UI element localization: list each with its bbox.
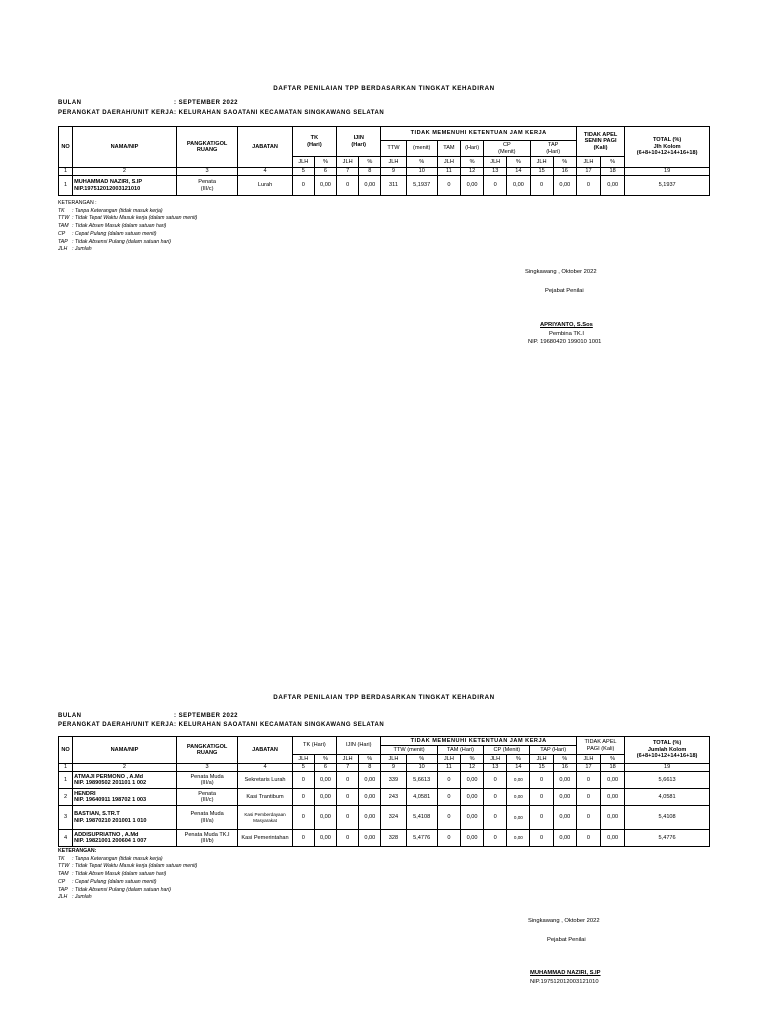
col-number: 13 <box>484 168 507 176</box>
col-number: 14 <box>507 764 530 772</box>
row-value: 0,00 <box>507 806 530 830</box>
col-number: 16 <box>553 168 576 176</box>
doc1-h-apel: TIDAK APEL SENIN PAGI (Kali) <box>576 127 624 157</box>
row-total: 5,1937 <box>625 176 710 196</box>
col-number: 4 <box>238 764 292 772</box>
row-value: 0,00 <box>553 830 576 847</box>
legend-item: TAP : Tidak Absensi Pulang (dalam satuan hari) <box>58 886 171 893</box>
row-value: 0 <box>484 830 507 847</box>
col-number: 13 <box>484 764 507 772</box>
row-total: 4,0581 <box>625 789 710 806</box>
row-value: 0,00 <box>553 806 576 830</box>
row-value: 0,00 <box>359 176 381 196</box>
doc1-h-tidak-memenuhi: TIDAK MEMENUHI KETENTUAN JAM KERJA <box>381 127 576 141</box>
col-number: 5 <box>292 168 314 176</box>
row-value: 0,00 <box>507 789 530 806</box>
row-value: 0,00 <box>359 830 381 847</box>
row-value: 0 <box>337 772 359 789</box>
doc2-bulan-label: BULAN <box>58 713 82 719</box>
row-value: 0 <box>530 772 553 789</box>
doc1-signer-title: Pejabat Penilai <box>545 288 584 294</box>
doc2-h-jlh: JLH <box>576 755 600 764</box>
row-value: 0 <box>337 830 359 847</box>
doc1-h-pct: % <box>601 157 625 168</box>
row-value: 0,00 <box>460 789 483 806</box>
doc1-h-pangkat: PANGKAT/GOL RUANG <box>176 127 237 168</box>
doc2-bulan-value: : SEPTEMBER 2022 <box>174 713 239 719</box>
doc1-perangkat-label: PERANGKAT DAERAH/UNIT KERJA <box>58 110 175 116</box>
doc2-h-jlh: JLH <box>381 755 406 764</box>
row-value: 0,00 <box>507 176 530 196</box>
doc1-signer-rank: Pembina TK.I <box>549 331 585 337</box>
legend-item: TAM : Tidak Absen Masuk (dalam satuan hari) <box>58 223 167 230</box>
table-row <box>59 176 710 196</box>
doc1-title: DAFTAR PENILAIAN TPP BERDASARKAN TINGKAT KEHADIRAN <box>273 85 495 92</box>
col-number: 10 <box>406 168 437 176</box>
row-value: 0 <box>576 806 600 830</box>
row-value: 0,00 <box>314 772 336 789</box>
row-total: 5,6613 <box>625 772 710 789</box>
row-nama: ADDISUPRIATNO , A.Md NIP. 19821001 200604 1 007 <box>73 830 177 847</box>
doc2-perangkat-label: PERANGKAT DAERAH/UNIT KERJA <box>58 722 175 728</box>
doc1-signer-name: APRIYANTO, S.Sos <box>540 322 593 328</box>
row-jabatan: Sekretaris Lurah <box>238 772 292 789</box>
doc1-keterangan <box>58 200 197 254</box>
legend-item: TAP : Tidak Absensi Pulang (dalam satuan hari) <box>58 238 171 245</box>
row-value: 0 <box>437 772 460 789</box>
doc2-h-total: TOTAL (%) Jumlah Kolom (6+8+10+12+14+16+18) <box>625 737 710 764</box>
row-jabatan: Lurah <box>238 176 292 196</box>
col-number: 12 <box>460 168 483 176</box>
doc2-keterangan <box>58 848 197 902</box>
doc2-h-pct: % <box>507 755 530 764</box>
col-number: 7 <box>337 168 359 176</box>
doc2-h-ttw: TTW (menit) <box>381 746 437 755</box>
row-jabatan: Kasi Trantibum <box>238 789 292 806</box>
doc2-perangkat-value: : KELURAHAN SAOATANI KECAMATAN SINGKAWANG SELATAN <box>174 722 385 728</box>
col-number: 18 <box>601 764 625 772</box>
col-number: 17 <box>576 764 600 772</box>
doc2-h-tk: TK (Hari) <box>292 737 336 755</box>
row-value: 0,00 <box>507 772 530 789</box>
row-no: 1 <box>59 772 73 789</box>
row-jabatan: Kasi Pemberdayaan Masyarakat <box>238 806 292 830</box>
col-number: 3 <box>176 764 237 772</box>
row-value: 0,00 <box>359 772 381 789</box>
doc1-h-jlh: JLH <box>292 157 314 168</box>
row-value: 0 <box>292 772 314 789</box>
row-value: 0 <box>484 789 507 806</box>
row-value: 0 <box>530 789 553 806</box>
col-number: 19 <box>625 764 710 772</box>
row-value: 324 <box>381 806 406 830</box>
col-number: 1 <box>59 168 73 176</box>
legend-item: TTW : Tidak Tepat Waktu Masuk kerja (dalam satuan menit) <box>58 863 198 870</box>
row-value: 0 <box>292 176 314 196</box>
legend-item: TTW : Tidak Tepat Waktu Masuk kerja (dalam satuan menit) <box>58 215 198 222</box>
doc2-h-no: NO <box>59 737 73 764</box>
doc2-h-jlh: JLH <box>337 755 359 764</box>
doc1-h-jlh: JLH <box>530 157 553 168</box>
doc1-h-pct: % <box>553 157 576 168</box>
doc1-h-tam-unit: (Hari) <box>460 141 483 157</box>
doc2-h-tidak-memenuhi: TIDAK MEMENUHI KETENTUAN JAM KERJA <box>381 737 576 746</box>
doc1-place-date: Singkawang , Oktober 2022 <box>525 269 597 275</box>
row-value: 0,00 <box>601 789 625 806</box>
row-value: 0 <box>437 830 460 847</box>
row-value: 0,00 <box>460 772 483 789</box>
row-pangkat: Penata Muda (III/a) <box>176 806 237 830</box>
doc1-table <box>58 126 710 196</box>
table-row <box>59 789 710 806</box>
table-row <box>59 806 710 830</box>
col-number: 9 <box>381 168 406 176</box>
doc1-h-cp: CP (Menit) <box>484 141 530 157</box>
doc1-h-total: TOTAL (%) Jlh Kolom (6+8+10+12+14+16+18) <box>625 127 710 168</box>
row-value: 0 <box>484 772 507 789</box>
row-value: 0,00 <box>359 806 381 830</box>
row-value: 0 <box>576 772 600 789</box>
row-nama: BASTIAN, S.TR.T NIP. 19870210 201001 1 010 <box>73 806 177 830</box>
doc1-h-jlh: JLH <box>437 157 460 168</box>
doc2-h-jlh: JLH <box>292 755 314 764</box>
row-value: 0,00 <box>507 830 530 847</box>
legend-item: CP : Cepat Pulang (dalam satuan menit) <box>58 878 157 885</box>
row-value: 0 <box>337 806 359 830</box>
doc1-h-ttw: TTW <box>381 141 406 157</box>
col-number: 8 <box>359 764 381 772</box>
row-value: 0 <box>437 176 460 196</box>
col-number: 17 <box>576 168 600 176</box>
row-value: 0,00 <box>314 830 336 847</box>
row-value: 5,4108 <box>406 806 437 830</box>
col-number: 2 <box>73 168 177 176</box>
table-row <box>59 772 710 789</box>
legend-item: CP : Cepat Pulang (dalam satuan menit) <box>58 230 157 237</box>
doc2-h-tap: TAP (Hari) <box>530 746 576 755</box>
row-value: 328 <box>381 830 406 847</box>
legend-item: TK : Tanpa Keterangan (tidak masuk kerja) <box>58 207 163 214</box>
doc1-h-pct: % <box>359 157 381 168</box>
row-value: 0 <box>576 176 600 196</box>
col-number: 15 <box>530 764 553 772</box>
row-value: 5,4776 <box>406 830 437 847</box>
doc2-h-pct: % <box>314 755 336 764</box>
doc2-h-pangkat: PANGKAT/GOL RUANG <box>176 737 237 764</box>
doc2-table <box>58 736 710 847</box>
col-number: 11 <box>437 764 460 772</box>
col-number: 15 <box>530 168 553 176</box>
col-number: 6 <box>314 764 336 772</box>
doc1-signer-nip: NIP. 19680420 199010 1001 <box>528 339 602 345</box>
row-pangkat: Penata Muda TK.I (III/b) <box>176 830 237 847</box>
col-number: 11 <box>437 168 460 176</box>
row-value: 339 <box>381 772 406 789</box>
doc1-h-tk: TK (Hari) <box>292 127 336 157</box>
row-value: 243 <box>381 789 406 806</box>
row-value: 0 <box>437 806 460 830</box>
col-number: 6 <box>314 168 336 176</box>
row-no: 3 <box>59 806 73 830</box>
doc2-h-apel: TIDAK APEL PAGI (Kali) <box>576 737 624 755</box>
legend-item: JLH : Jumlah <box>58 894 92 901</box>
col-number: 2 <box>73 764 177 772</box>
doc2-h-pct: % <box>460 755 483 764</box>
doc2-h-jlh: JLH <box>484 755 507 764</box>
row-total: 5,4108 <box>625 806 710 830</box>
doc2-place-date: Singkawang , Oktober 2022 <box>528 918 600 924</box>
col-number: 12 <box>460 764 483 772</box>
doc1-h-pct: % <box>406 157 437 168</box>
row-jabatan: Kasi Pemerintahan <box>238 830 292 847</box>
doc1-keterangan-title: KETERANGAN : <box>58 200 97 206</box>
doc1-h-pct: % <box>314 157 336 168</box>
row-no: 4 <box>59 830 73 847</box>
col-number: 5 <box>292 764 314 772</box>
col-number: 19 <box>625 168 710 176</box>
row-value: 0 <box>292 830 314 847</box>
doc1-h-no: NO <box>59 127 73 168</box>
row-value: 0,00 <box>359 789 381 806</box>
row-pangkat: Penata (III/c) <box>176 176 237 196</box>
row-value: 0 <box>530 176 553 196</box>
doc1-h-nama: NAMA/NIP <box>73 127 177 168</box>
doc1-h-jlh: JLH <box>337 157 359 168</box>
row-value: 0,00 <box>314 176 336 196</box>
doc1-h-pct: % <box>507 157 530 168</box>
row-nama: HENDRI NIP. 19640911 198702 1 003 <box>73 789 177 806</box>
doc2-keterangan-title: KETERANGAN: <box>58 848 97 854</box>
col-number: 3 <box>176 168 237 176</box>
legend-item: JLH : Jumlah <box>58 246 92 253</box>
row-value: 0 <box>337 789 359 806</box>
doc1-h-jabatan: JABATAN <box>238 127 292 168</box>
doc1-h-tam: TAM <box>437 141 460 157</box>
row-value: 0 <box>530 830 553 847</box>
row-value: 0,00 <box>553 176 576 196</box>
doc2-h-tam: TAM (Hari) <box>437 746 483 755</box>
doc1-perangkat-value: : KELURAHAN SAOATANI KECAMATAN SINGKAWANG SELATAN <box>174 110 385 116</box>
doc1-h-jlh: JLH <box>484 157 507 168</box>
doc1-h-tap: TAP (Hari) <box>530 141 576 157</box>
doc2-h-nama: NAMA/NIP <box>73 737 177 764</box>
row-value: 0 <box>437 789 460 806</box>
row-value: 0 <box>530 806 553 830</box>
doc2-signer-nip: NIP.197512012003121010 <box>530 979 599 985</box>
col-number: 4 <box>238 168 292 176</box>
doc1-h-ijin: IJIN (Hari) <box>337 127 381 157</box>
row-nama: ATMAJI PERMONO , A.Md NIP. 19890502 201101 1 002 <box>73 772 177 789</box>
row-value: 0 <box>337 176 359 196</box>
row-value: 0 <box>484 176 507 196</box>
row-value: 0,00 <box>553 789 576 806</box>
row-value: 0,00 <box>314 806 336 830</box>
row-value: 311 <box>381 176 406 196</box>
row-no: 1 <box>59 176 73 196</box>
row-value: 0,00 <box>460 176 483 196</box>
row-value: 0,00 <box>314 789 336 806</box>
row-value: 0,00 <box>460 830 483 847</box>
doc2-h-pct: % <box>406 755 437 764</box>
doc1-h-jlh: JLH <box>381 157 406 168</box>
doc2-perangkat <box>58 722 384 728</box>
doc1-bulan <box>58 100 238 106</box>
doc2-h-jlh: JLH <box>530 755 553 764</box>
row-value: 0,00 <box>601 772 625 789</box>
col-number: 14 <box>507 168 530 176</box>
doc1-h-ttw-unit: (menit) <box>406 141 437 157</box>
legend-item: TK : Tanpa Keterangan (tidak masuk kerja) <box>58 855 163 862</box>
legend-item: TAM : Tidak Absen Masuk (dalam satuan hari) <box>58 871 167 878</box>
row-value: 5,6613 <box>406 772 437 789</box>
row-pangkat: Penata Muda (III/a) <box>176 772 237 789</box>
doc2-h-cp: CP (Menit) <box>484 746 530 755</box>
doc1-bulan-value: : SEPTEMBER 2022 <box>174 100 239 106</box>
col-number: 16 <box>553 764 576 772</box>
doc1-number-row <box>59 168 710 176</box>
doc1-bulan-label: BULAN <box>58 100 82 106</box>
row-value: 0,00 <box>601 830 625 847</box>
doc2-h-pct: % <box>359 755 381 764</box>
doc2-signer-title: Pejabat Penilai <box>547 937 586 943</box>
row-pangkat: Penata (III/c) <box>176 789 237 806</box>
doc2-h-pct: % <box>601 755 625 764</box>
row-value: 0,00 <box>553 772 576 789</box>
doc1-h-jlh: JLH <box>576 157 600 168</box>
col-number: 18 <box>601 168 625 176</box>
row-value: 0 <box>292 806 314 830</box>
col-number: 10 <box>406 764 437 772</box>
doc2-bulan <box>58 713 238 719</box>
doc2-number-row <box>59 764 710 772</box>
row-value: 0 <box>484 806 507 830</box>
row-value: 5,1937 <box>406 176 437 196</box>
doc1-perangkat <box>58 110 384 116</box>
row-no: 2 <box>59 789 73 806</box>
doc2-title: DAFTAR PENILAIAN TPP BERDASARKAN TINGKAT KEHADIRAN <box>273 694 495 701</box>
row-value: 0,00 <box>601 806 625 830</box>
row-value: 0 <box>576 789 600 806</box>
row-nama: MUHAMMAD NAZIRI, S.IP NIP.197512012003121010 <box>73 176 177 196</box>
row-value: 0,00 <box>601 176 625 196</box>
row-value: 4,0581 <box>406 789 437 806</box>
col-number: 7 <box>337 764 359 772</box>
col-number: 8 <box>359 168 381 176</box>
col-number: 9 <box>381 764 406 772</box>
doc2-h-pct: % <box>553 755 576 764</box>
col-number: 1 <box>59 764 73 772</box>
doc2-h-jlh: JLH <box>437 755 460 764</box>
row-total: 5,4776 <box>625 830 710 847</box>
doc2-h-ijin: IJIN (Hari) <box>337 737 381 755</box>
doc2-h-jabatan: JABATAN <box>238 737 292 764</box>
table-row <box>59 830 710 847</box>
row-value: 0 <box>292 789 314 806</box>
row-value: 0 <box>576 830 600 847</box>
row-value: 0,00 <box>460 806 483 830</box>
doc2-signer-name: MUHAMMAD NAZIRI, S.IP <box>530 970 601 976</box>
doc1-h-pct: % <box>460 157 483 168</box>
